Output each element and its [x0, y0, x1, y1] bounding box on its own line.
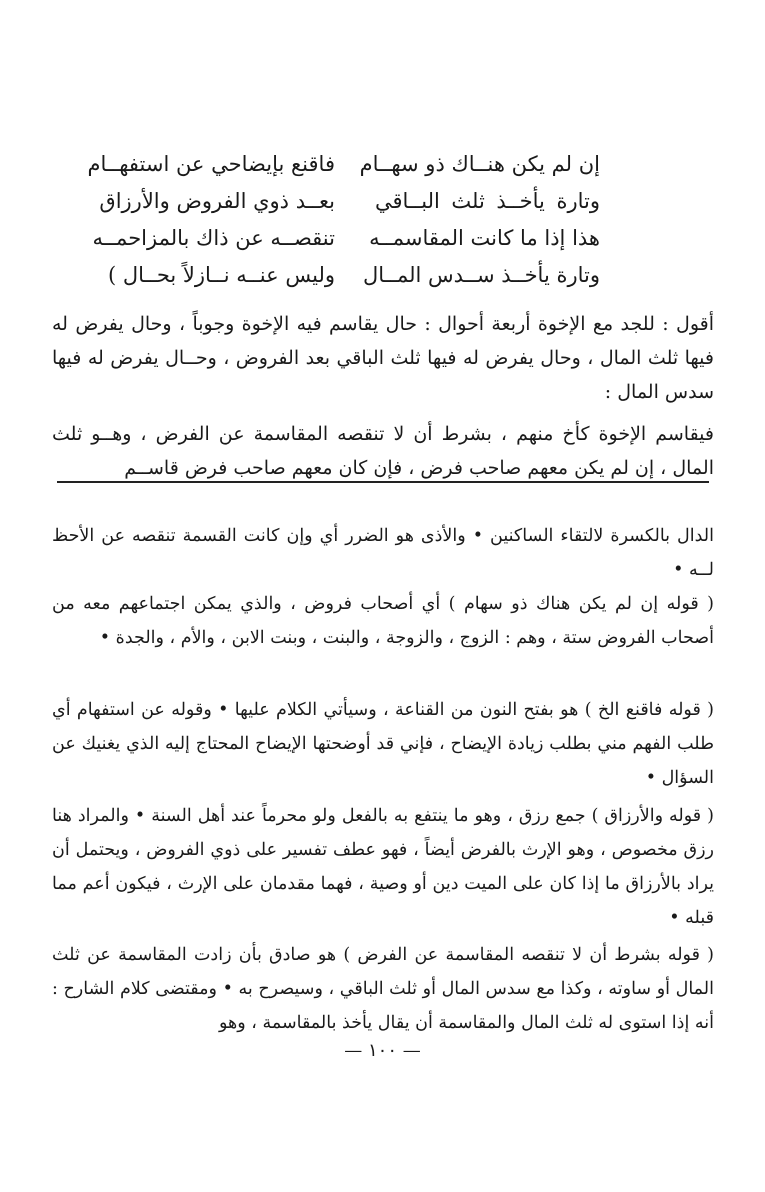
verse-left-hemistich: تنقصــه عن ذاك بالمزاحمــه: [92, 225, 335, 250]
verse-right-hemistich: وتارة يأخــذ ثلث البــاقي: [375, 188, 600, 213]
footnote-paragraph: ( قوله بشرط أن لا تنقصه المقاسمة عن الفرض ) هو صادق بأن زادت المقاسمة عن ثلث المال أو ساوته ، وكذا مع سدس المال أو ثلث الباقي ، وسيصرح به • ومقتضى كلام الشارح : أنه إذا استوى له ثلث المال والمقاسمة أن يقال يأخذ بالمقاسمة ، وهو: [52, 944, 714, 1033]
footnote-paragraph: ( قوله إن لم يكن هناك ذو سهام ) أي أصحاب فروض ، والذي يمكن اجتماعهم معه من أصحاب الفروض ستة ، وهم : الزوج ، والزوجة ، والبنت ، وبنت الابن ، والأم ، والجدة •: [52, 593, 714, 648]
verse-right-hemistich: هذا إذا ما كانت المقاسمــه: [369, 225, 600, 250]
verse-row: [87, 145, 600, 182]
verse-right-hemistich: وتارة يأخــذ ســدس المــال: [363, 262, 600, 287]
footnote-paragraph: ( قوله والأرزاق ) جمع رزق ، وهو ما ينتفع به بالفعل ولو محرماً عند أهل السنة • والمراد هنا رزق مخصوص ، وهو الإرث بالفرض أيضاً ، فهو عطف تفسير على ذوي الفروض ، ويحتمل أن يراد بالأرزاق ما إذا كان على الميت دين أو وصية ، فهما مقدمان على الإرث ، فيكون أعم مما قبله •: [52, 805, 714, 928]
verse-row: [107, 256, 600, 293]
verse-row: [92, 219, 600, 256]
verse-right-hemistich: إن لم يكن هنــاك ذو سهــام: [359, 151, 600, 176]
footnote-divider: [57, 481, 709, 483]
commentary-paragraph: أقول : للجد مع الإخوة أربعة أحوال : حال يقاسم فيه الإخوة وجوباً ، وحال يفرض له فيها ثلث المال ، وحال يفرض له فيها ثلث الباقي بعد الفروض ، وحــال يفرض له فيها سدس المال :: [52, 313, 714, 403]
footnote-paragraph: الدال بالكسرة لالتقاء الساكنين • والأذى هو الضرر أي وإن كانت القسمة تنقصه عن الأحظ لــه •: [52, 525, 714, 580]
verse-left-hemistich: فاقنع بإيضاحي عن استفهــام: [87, 151, 335, 176]
commentary-paragraph: فيقاسم الإخوة كأخ منهم ، بشرط أن لا تنقصه المقاسمة عن الفرض ، وهــو ثلث المال ، إن لم يكن معهم صاحب فرض ، فإن كان معهم صاحب فرض قاســم: [52, 423, 714, 479]
verse-left-hemistich: وليس عنــه نــازلاً بحــال ): [107, 262, 335, 287]
verse-left-hemistich: بعــد ذوي الفروض والأرزاق: [99, 188, 335, 213]
page-number: — ١٠٠ —: [344, 1040, 421, 1061]
footnote-paragraph: ( قوله فاقنع الخ ) هو بفتح النون من القناعة ، وسيأتي الكلام عليها • وقوله عن استفهام أي طلب الفهم مني بطلب زيادة الإيضاح ، فإني قد أوضحتها الإيضاح المحتاج إليه الذي يغنيك عن السؤال •: [52, 699, 714, 788]
poem-verses: [87, 145, 600, 293]
verse-row: [99, 182, 600, 219]
